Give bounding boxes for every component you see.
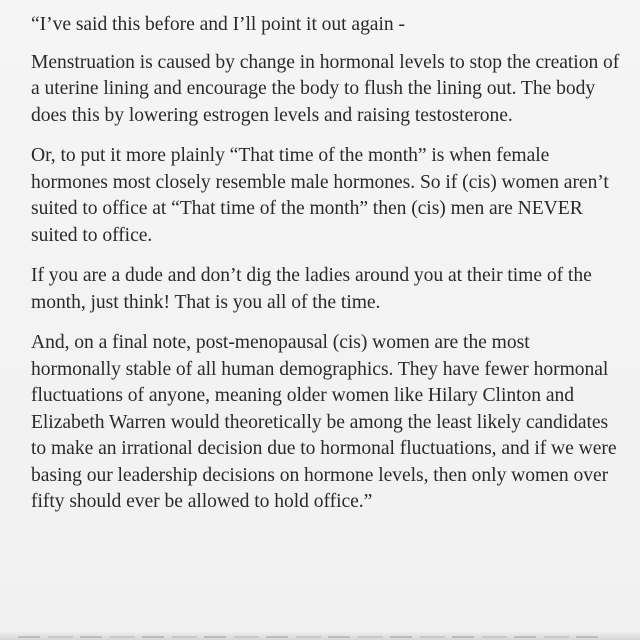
quote-paragraph-plainly: Or, to put it more plainly “That time of the month” is when female hormones most closely resemble male hormones. So if (cis) women aren’t suited to office at “That time of the month” then (cis) men are NEVER suited to office.	[31, 145, 609, 246]
quote-paragraph-final-note: And, on a final note, post-menopausal (cis) women are the most hormonally stable of all human demographics. They have fewer hormonal fluctuations of anyone, meaning older women like Hilary Clinton and Elizabeth Warren would theoretically be among the least likely candidates to make an irrational decision due to hormonal fluctuations, and if we were basing our leadership decisions on hormone levels, then only women over fifty should ever be allowed to hold office.”	[31, 332, 617, 512]
quote-intro: “I’ve said this before and I’ll point it out again -	[31, 14, 405, 35]
quote-paragraph-menstruation: Menstruation is caused by change in hormonal levels to stop the creation of a uterine lining and encourage the body to flush the lining out. The body does this by lowering estrogen levels and raising testosterone.	[31, 51, 620, 126]
quote-paragraph-dude: If you are a dude and don’t dig the ladies around you at their time of the month, just think! That is you all of the time.	[31, 265, 592, 313]
cut-off-text-line	[18, 636, 600, 638]
